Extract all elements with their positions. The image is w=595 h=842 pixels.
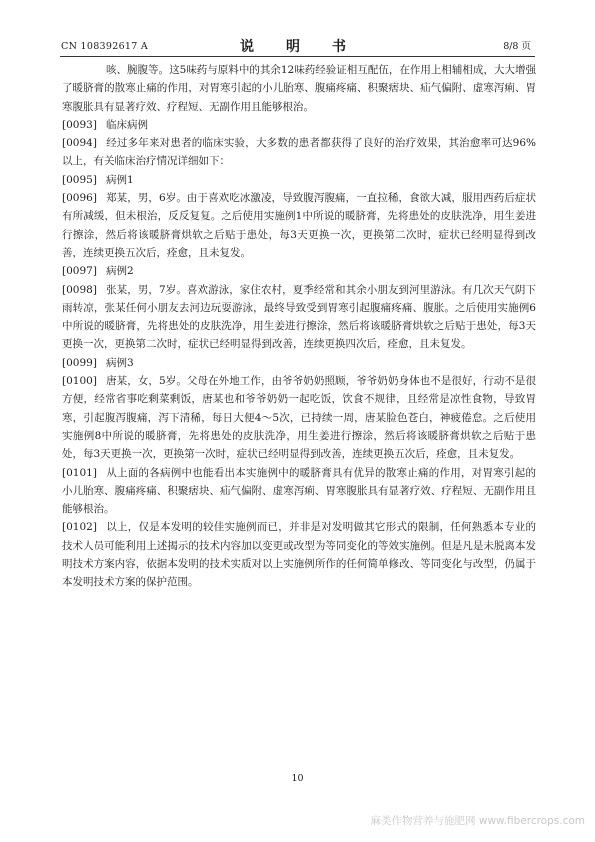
paragraph <box>62 372 536 463</box>
paragraph-text: 经过多年来对患者的临床实验，大多数的患者都获得了良好的治疗效果，其治愈率可达96%以上，有关临床治疗情况详细如下： <box>62 137 536 168</box>
paragraph <box>62 134 536 171</box>
paragraph-number: [0101] <box>62 466 97 479</box>
page-number: 10 <box>291 773 304 784</box>
paragraph-text: 临床病例 <box>106 118 148 131</box>
document-body <box>62 61 536 592</box>
header-rule <box>60 56 535 57</box>
paragraph-number: [0102] <box>62 521 97 534</box>
paragraph-number: [0098] <box>62 283 97 296</box>
paragraph <box>62 262 536 280</box>
paragraph-number: [0100] <box>62 375 97 388</box>
paragraph-number: [0095] <box>62 173 97 186</box>
paragraph-number: [0094] <box>62 137 97 150</box>
paragraph <box>62 464 536 519</box>
watermark: 麻类作物营养与施肥网 www.fibercrops.com <box>370 815 585 827</box>
paragraph-text: 张某，男，7岁。喜欢游泳，家住农村，夏季经常和其余小朋友到河里游泳。有几次天气阴下雨转凉，张某任何小朋友去河边玩耍游泳，最终导致受到胃寒引起腹痛疼痛、腹胀。之后使用实施例6中所说的暖脐膏，先将患处的皮肤洗净，用生姜进行擦涂，然后将该暖脐膏烘软之后贴于患处，每3天更换一次，更换第二次时，症状已经明显得到改善，连续更换四次后，痊愈，且未复发。 <box>62 283 536 351</box>
paragraph <box>62 189 536 262</box>
paragraph <box>62 171 536 189</box>
paragraph <box>62 281 536 354</box>
paragraph-text: 病例2 <box>106 265 134 278</box>
paragraph-continuation: 咳、腕腹等。这5味药与原料中的其余12味药经验证相互配伍，在作用上相辅相成，大大增强了暖脐膏的散寒止痛的作用，对胃寒引起的小儿胎寒、腹痛疼痛、积聚痞块、疝气偏附、虚寒泻痢、胃寒腹胀具有显著疗效、疗程短、无副作用且能够根治。 <box>62 64 536 113</box>
patent-number: CN 108392617 A <box>61 41 149 52</box>
paragraph-number: [0099] <box>62 356 97 369</box>
paragraph <box>62 116 536 134</box>
paragraph-number: [0097] <box>62 265 97 278</box>
paragraph-text: 从上面的各病例中也能看出本实施例中的暖脐膏具有优异的散寒止痛的作用，对胃寒引起的小儿胎寒、腹痛疼痛、积聚痞块、疝气偏附、虚寒泻痢、胃寒腹胀具有显著疗效、疗程短、无副作用且能够根治。 <box>62 466 536 516</box>
paragraph-text: 病例3 <box>106 356 134 369</box>
page-info: 8/8 页 <box>503 41 531 52</box>
paragraph <box>62 354 536 372</box>
paragraph-text: 唐某，女，5岁。父母在外地工作，由爷爷奶奶照顾，爷爷奶奶身体也不是很好，行动不是很方便，经常省事吃剩菜剩饭，唐某也和爷爷奶奶一起吃饭，饮食不规律，且经常是凉性食物，导致胃寒，引起腹泻腹痛，泻下清稀，每日大便4～5次，已持续一周，唐某脸色苍白，神疲倦怠。之后使用实施例8中所说的暖脐膏，先将患处的皮肤洗净，用生姜进行擦涂，然后将该暖脐膏烘软之后贴于患处，每3天更换一次，更换第一次时，症状已经明显得到改善，连续更换五次后，痊愈，且未复发。 <box>62 375 536 461</box>
paragraph-text: 以上，仅是本发明的较佳实施例而已，并非是对发明做其它形式的限制，任何熟悉本专业的技术人员可能利用上述揭示的技术内容加以变更或改型为等同变化的等效实施例。但是凡是未脱离本发明技术方案内容，依据本发明的技术实质对以上实施例所作的任何简单修改、等同变化与改型，仍属于本发明技术方案的保护范围。 <box>62 521 536 589</box>
paragraph-text: 郑某，男，6岁。由于喜欢吃冰激凌，导致腹泻腹痛，一直拉稀，食欲大减，服用西药后症状有所减缓，但未根治，反反复复。之后使用实施例1中所说的暖脐膏，先将患处的皮肤洗净，用生姜进行擦涂，然后将该暖脐膏烘软之后贴于患处，每3天更换一次，更换第二次时，症状已经明显得到改善，连续更换五次后，痊愈，且未复发。 <box>62 192 536 259</box>
paragraph-text: 病例1 <box>106 173 134 186</box>
document-type-title: 说 明 书 <box>240 39 355 55</box>
paragraph <box>62 518 536 591</box>
paragraph-number: [0096] <box>62 192 97 205</box>
paragraph-number: [0093] <box>62 118 97 131</box>
